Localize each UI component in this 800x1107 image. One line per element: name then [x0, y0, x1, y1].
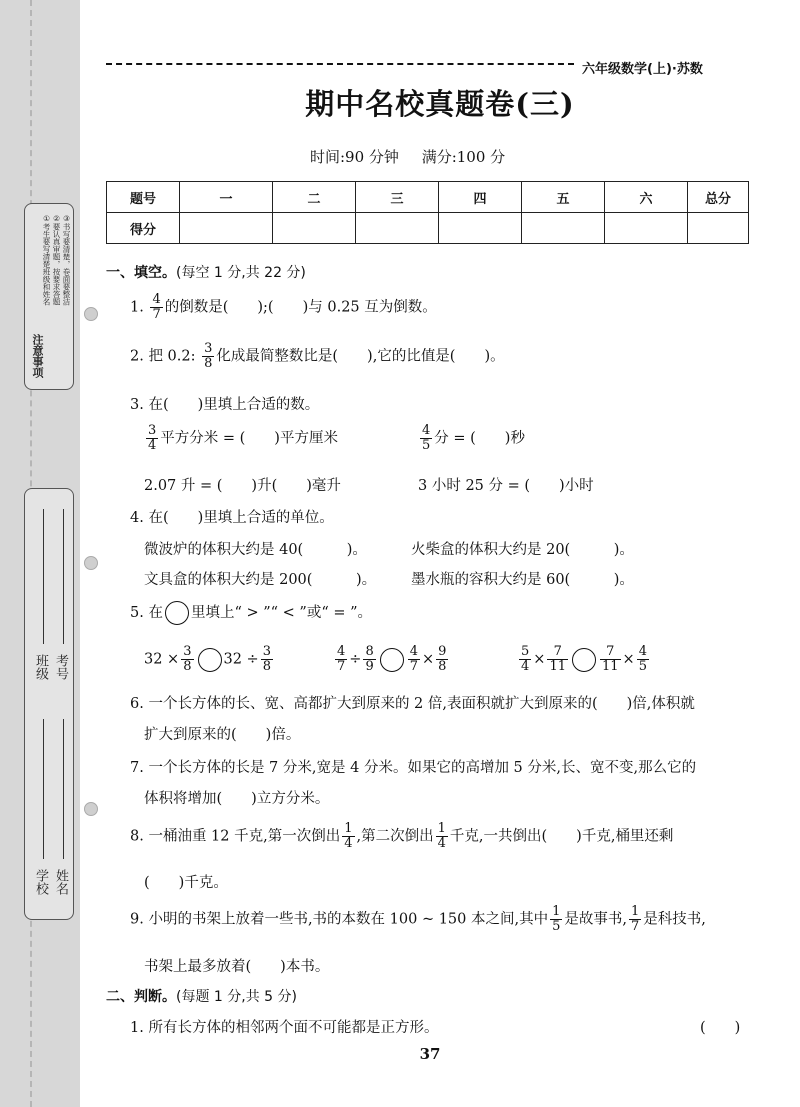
question-1-4: 4. 在( )里填上合适的单位。: [130, 510, 334, 526]
score-row: [107, 213, 749, 244]
judgement-answer-box[interactable]: ( ): [700, 1020, 741, 1036]
question-1-6-line-1: 6. 一个长方体的长、宽、高都扩大到原来的 2 倍,表面积就扩大到原来的( )倍,体积就: [130, 696, 695, 712]
name-blank[interactable]: [63, 719, 64, 859]
score-header-cell: 三: [356, 182, 439, 213]
score-cell[interactable]: [356, 213, 439, 244]
score-row-label: 得分: [107, 213, 180, 244]
question-1-3: 3. 在( )里填上合适的数。: [130, 397, 320, 413]
section-1-heading: [106, 262, 306, 282]
score-header-cell: 六: [605, 182, 688, 213]
notice-title: 注意事项: [31, 334, 44, 378]
score-header-cell: 二: [273, 182, 356, 213]
score-cell[interactable]: [522, 213, 605, 244]
question-1-3d: 3 小时 25 分 = ( )小时: [418, 478, 594, 494]
score-header-cell: 题号: [107, 182, 180, 213]
time-limit: 时间:90 分钟: [310, 148, 399, 166]
score-header-row: [107, 182, 749, 213]
section-2-note: (每题 1 分,共 5 分): [176, 989, 297, 1005]
question-1-5a: 32 × $\frac{3}{8}$ 32 ÷ $\frac{3}{8}$: [144, 644, 271, 674]
question-1-3c: 2.07 升 = ( )升( )毫升: [144, 478, 341, 494]
full-marks: 满分:100 分: [421, 148, 506, 166]
score-header-cell: 五: [522, 182, 605, 213]
question-1-3a: $\frac{3}{4}$ 平方分米 = ( )平方厘米: [148, 423, 338, 453]
question-2-1: 1. 所有长方体的相邻两个面不可能都是正方形。: [130, 1020, 439, 1036]
school-blank[interactable]: [43, 719, 44, 859]
question-1-3b: $\frac{4}{5}$ 分 = ( )秒: [422, 423, 525, 453]
score-header-cell: 一: [180, 182, 273, 213]
notice-line-2: ②要认真审题，按要求答题: [52, 214, 61, 306]
question-1-7-line-1: 7. 一个长方体的长是 7 分米,宽是 4 分米。如果它的高增加 5 分米,长、宽不变,那么它的: [130, 760, 697, 776]
name-label: 姓名: [53, 869, 68, 895]
answer-circle[interactable]: [198, 648, 222, 672]
score-table: [106, 181, 749, 244]
number-label: 考号: [53, 654, 68, 680]
number-blank[interactable]: [63, 509, 64, 644]
question-1-8-line-1: 8. 一桶油重 12 千克,第一次倒出 $\frac{1}{4}$ ,第二次倒出 $\frac{1}{4}$ 千克,一共倒出( )千克,桶里还剩: [130, 821, 674, 851]
class-blank[interactable]: [43, 509, 44, 644]
score-cell[interactable]: [439, 213, 522, 244]
section-2-heading: [106, 986, 297, 1006]
question-1-9-line-2: 书架上最多放着( )本书。: [144, 959, 330, 975]
question-1-5: 5. 在 里填上“ > ”“ < ”或“ = ”。: [130, 601, 372, 625]
answer-circle[interactable]: [380, 648, 404, 672]
notice-line-3: ③书写要清楚，卷面要整洁: [62, 214, 71, 306]
score-cell[interactable]: [605, 213, 688, 244]
exam-meta: [310, 146, 523, 167]
page-title: 期中名校真题卷(三): [305, 87, 575, 121]
notice-line-1: ①考生要写清楚班级和姓名: [42, 214, 51, 306]
binding-hole-1: [84, 307, 98, 321]
binding-strip: [0, 0, 80, 1107]
question-1-5b: $\frac{4}{7}$ ÷ $\frac{8}{9}$ $\frac{4}{7}$ × $\frac{9}{8}$: [337, 644, 447, 674]
score-header-cell: 四: [439, 182, 522, 213]
question-1-9-line-1: 9. 小明的书架上放着一些书,书的本数在 100 ~ 150 本之间,其中 $\frac{1}{5}$ 是故事书, $\frac{1}{7}$ 是科技书,: [130, 904, 706, 934]
question-1-2: 2. 把 0.2: $\frac{3}{8}$ 化成最简整数比是( ),它的比值是( )。: [130, 341, 505, 371]
school-label: 学校: [33, 869, 48, 895]
binding-hole-3: [84, 802, 98, 816]
binding-hole-2: [84, 556, 98, 570]
question-1-7-line-2: 体积将增加( )立方分米。: [144, 791, 330, 807]
answer-circle[interactable]: [572, 648, 596, 672]
question-1-4c: 文具盒的体积大约是 200( )。: [144, 572, 377, 588]
score-cell[interactable]: [180, 213, 273, 244]
question-1-5c: $\frac{5}{4}$ × $\frac{7}{11}$ $\frac{7}{11}$ × $\frac{4}{5}$: [521, 644, 647, 674]
question-1-6-line-2: 扩大到原来的( )倍。: [144, 727, 301, 743]
question-1-8-line-2: ( )千克。: [144, 875, 228, 891]
student-info-box: [24, 488, 74, 920]
series-label: 六年级数学(上)·苏数: [582, 62, 703, 77]
section-1-title: 一、填空。: [106, 265, 176, 281]
section-1-note: (每空 1 分,共 22 分): [176, 265, 306, 281]
question-1-1: 1. $\frac{4}{7}$ 的倒数是( );( )与 0.25 互为倒数。: [130, 292, 437, 322]
notice-box: [24, 203, 74, 390]
compare-circle-icon: [165, 601, 189, 625]
score-cell[interactable]: [688, 213, 749, 244]
page-number: 37: [419, 1045, 441, 1063]
section-2-title: 二、判断。: [106, 989, 176, 1005]
header-rule: [106, 63, 574, 65]
score-cell[interactable]: [273, 213, 356, 244]
question-1-4d: 墨水瓶的容积大约是 60( )。: [411, 572, 634, 588]
question-1-4b: 火柴盒的体积大约是 20( )。: [411, 542, 634, 558]
score-header-cell: 总分: [688, 182, 749, 213]
class-label: 班级: [33, 654, 48, 680]
question-1-4a: 微波炉的体积大约是 40( )。: [144, 542, 367, 558]
